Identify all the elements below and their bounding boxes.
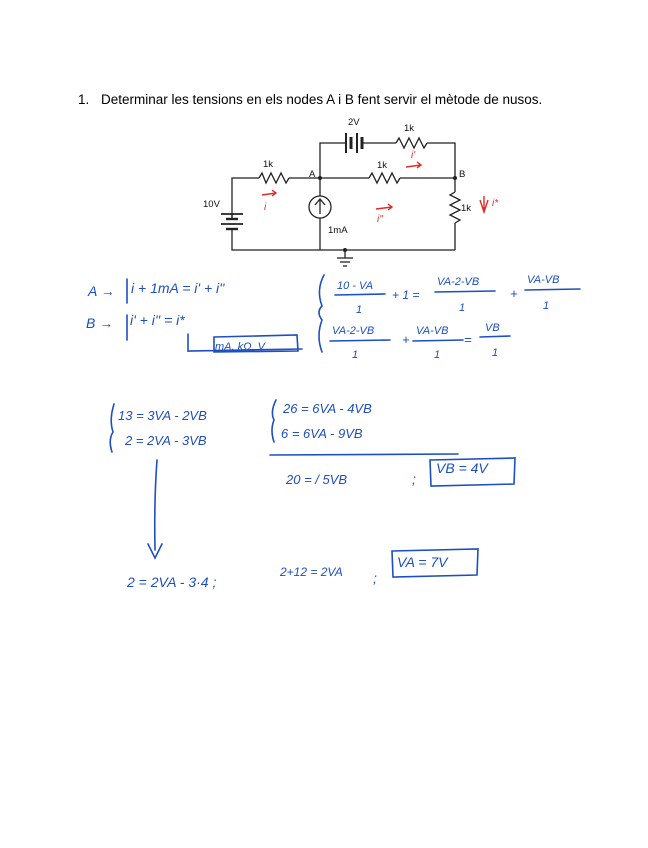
arrow-i2 xyxy=(376,204,392,210)
eq-b: i' + i'' = i* xyxy=(130,312,185,328)
sys2-line2: 6 = 6VA - 9VB xyxy=(281,426,363,441)
sys2-line1: 26 = 6VA - 4VB xyxy=(283,401,372,416)
nB1-num: VA-2-VB xyxy=(332,325,375,337)
sys1-line2: 2 = 2VA - 3VB xyxy=(125,433,207,448)
label-r-top: 1k xyxy=(404,123,415,134)
separator-1: ; xyxy=(412,471,416,487)
va-result: VA = 7V xyxy=(397,554,448,570)
nB3-num: VB xyxy=(485,322,500,334)
label-r-left: 1k xyxy=(263,159,274,170)
label-10v: 10V xyxy=(203,199,220,210)
units-note: mA, kΩ, V xyxy=(215,341,265,353)
substitution-eq2: 2+12 = 2VA xyxy=(280,565,343,579)
vb-result: VB = 4V xyxy=(436,460,488,476)
current-i-star: i* xyxy=(492,198,499,209)
nA2-den: 1 xyxy=(459,302,466,314)
label-r-right: 1k xyxy=(461,203,472,214)
label-2v: 2V xyxy=(348,117,360,128)
label-r-mid: 1k xyxy=(377,160,388,171)
resistor-right xyxy=(450,192,460,223)
nB2-den: 1 xyxy=(434,349,441,361)
nB-eq: = xyxy=(464,332,472,347)
label-node-b: B xyxy=(459,169,466,180)
arrow-i xyxy=(262,190,276,196)
nB3-den: 1 xyxy=(492,347,499,359)
question-number: 1. xyxy=(78,92,90,107)
nA1-num: 10 - VA xyxy=(337,280,374,292)
eq-b-label: B → xyxy=(86,315,114,331)
arrow-i1 xyxy=(406,162,421,168)
resistor-top xyxy=(396,138,427,148)
nA1-den: 1 xyxy=(356,304,363,316)
label-1ma: 1mA xyxy=(328,225,348,236)
substitution-eq: 2 = 2VA - 3·4 ; xyxy=(127,574,217,590)
current-i-double: i'' xyxy=(377,214,384,225)
eq-a-label: A → xyxy=(88,283,115,299)
nA2-num: VA-2-VB xyxy=(437,276,480,288)
current-i-prime: i' xyxy=(411,150,416,161)
eq-a: i + 1mA = i' + i'' xyxy=(131,280,225,296)
separator-2: ; xyxy=(373,570,377,586)
nA3-den: 1 xyxy=(543,300,550,312)
nA-mid: + 1 = xyxy=(392,288,420,302)
resistor-left xyxy=(259,173,289,183)
nB-plus: + xyxy=(402,332,410,347)
label-node-a: A xyxy=(309,169,316,180)
nA3-num: VA-VB xyxy=(527,274,560,286)
nA-plus: + xyxy=(510,286,518,301)
current-i: i xyxy=(264,202,267,213)
nB1-den: 1 xyxy=(352,349,359,361)
nB2-num: VA-VB xyxy=(416,325,449,337)
question-body: Determinar les tensions en els nodes A i B fent servir el mètode de nusos. xyxy=(101,92,543,107)
sys2-result: 20 = / 5VB xyxy=(286,472,348,487)
sys1-line1: 13 = 3VA - 2VB xyxy=(118,408,207,423)
arrow-istar xyxy=(480,196,488,212)
